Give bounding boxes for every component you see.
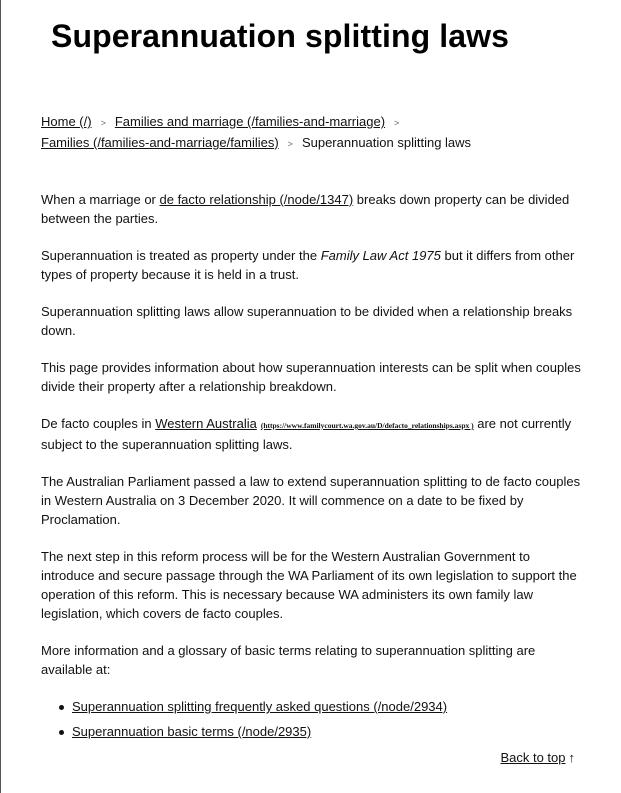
western-australia-url[interactable]: (https://www.familycourt.wa.gov.au/D/defacto_relationships.aspx ) (260, 421, 474, 430)
related-links-list (41, 697, 581, 741)
paragraph-page-info: This page provides information about how superannuation interests can be split when couples divide their property after a relationship breakdown. (41, 360, 581, 394)
paragraph-text: Superannuation is treated as property under the (41, 248, 321, 263)
basic-terms-link[interactable]: Superannuation basic terms (/node/2935) (72, 724, 312, 739)
breadcrumb-current: Superannuation splitting laws (301, 135, 472, 150)
breadcrumb-families-and-marriage-link[interactable]: Families and marriage (/families-and-marriage) (114, 114, 386, 129)
paragraph-text: De facto couples in (41, 416, 156, 431)
page-title: Superannuation splitting laws (51, 18, 510, 54)
faq-link[interactable]: Superannuation splitting frequently asked questions (/node/2934) (72, 699, 448, 714)
paragraph-property-division (41, 190, 581, 228)
paragraph-super-as-property (41, 246, 581, 284)
breadcrumb-separator: > (287, 139, 293, 149)
breadcrumb-families-link[interactable]: Families (/families-and-marriage/families) (41, 135, 279, 150)
left-border (0, 0, 1, 793)
paragraph-text: are not currently subject to the superannuation splitting laws. (41, 416, 572, 452)
back-to-top (500, 750, 575, 765)
paragraph-more-info: More information and a glossary of basic terms relating to superannuation splitting are available at: (41, 643, 536, 677)
arrow-up-icon: ↑ (568, 750, 575, 765)
article-content (41, 190, 581, 747)
paragraph-splitting-laws: Superannuation splitting laws allow superannuation to be divided when a relationship breaks down. (41, 304, 573, 338)
paragraph-text: breaks down property can be divided between the parties. (41, 192, 570, 226)
paragraph-text: When a marriage or (41, 192, 160, 207)
list-item (72, 697, 581, 716)
de-facto-relationship-link[interactable]: de facto relationship (/node/1347) (159, 192, 354, 207)
list-item (72, 722, 581, 741)
paragraph-wa-status (41, 414, 581, 454)
western-australia-link[interactable]: Western Australia (155, 416, 257, 431)
breadcrumb (41, 112, 581, 154)
paragraph-next-step: The next step in this reform process will be for the Western Australian Government to introduce and secure passage through the WA Parliament of its own legislation to support the operation of this reform. This is necessary because WA administers its own family law legislation, which covers de facto couples. (41, 549, 577, 621)
paragraph-parliament: The Australian Parliament passed a law to extend superannuation splitting to de facto couples in Western Australia on 3 December 2020. It will commence on a date to be fixed by Proclamation. (41, 474, 581, 527)
paragraph-text: but it differs from other types of property because it is held in a trust. (41, 248, 575, 282)
breadcrumb-separator: > (394, 118, 400, 128)
breadcrumb-home-link[interactable]: Home (/) (41, 114, 92, 129)
back-to-top-link[interactable]: Back to top (500, 750, 566, 765)
breadcrumb-separator: > (100, 118, 106, 128)
act-name: Family Law Act 1975 (320, 248, 441, 263)
